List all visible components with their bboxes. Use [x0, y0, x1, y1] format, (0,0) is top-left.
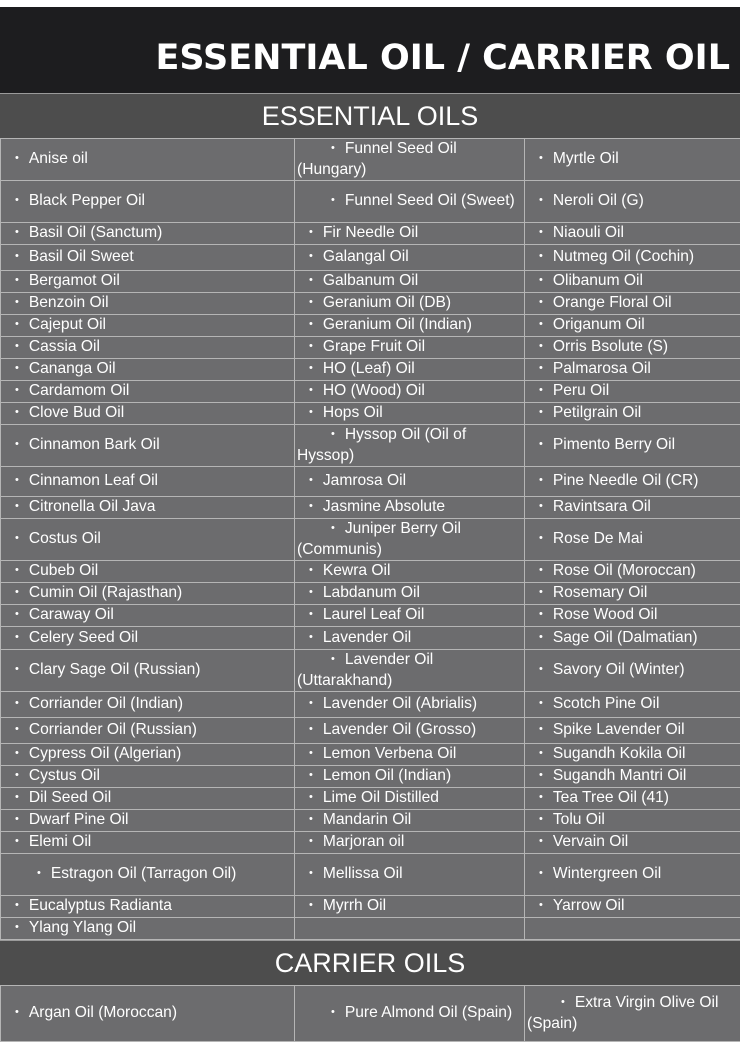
- oil-name: • Lavender Oil: [297, 629, 411, 646]
- oil-cell: [295, 403, 525, 425]
- oil-name: • Lavender Oil (Grosso): [297, 721, 476, 738]
- oil-cell: [295, 271, 525, 293]
- oil-cell: [1, 810, 295, 832]
- oil-cell: [525, 650, 740, 692]
- oil-name: • Nutmeg Oil (Cochin): [527, 248, 694, 265]
- oil-cell: [525, 245, 740, 271]
- oil-cell: [525, 832, 740, 854]
- oil-cell: [295, 918, 525, 940]
- oil-cell: [295, 718, 525, 744]
- oil-cell: [295, 139, 525, 181]
- oil-name: • Mellissa Oil: [297, 865, 403, 882]
- oil-cell: [295, 810, 525, 832]
- table-row: [1, 918, 740, 940]
- oil-cell: [295, 605, 525, 627]
- table-row: [1, 583, 740, 605]
- oil-cell: [1, 744, 295, 766]
- oil-name: • Caraway Oil: [3, 606, 114, 623]
- oil-cell: [525, 337, 740, 359]
- oil-cell: [295, 223, 525, 245]
- oil-cell: [525, 605, 740, 627]
- oil-cell: [1, 467, 295, 497]
- oil-cell: [295, 854, 525, 896]
- oil-name: • Rose Oil (Moroccan): [527, 562, 696, 579]
- oil-cell: [295, 381, 525, 403]
- table-row: [1, 561, 740, 583]
- oil-name: • Wintergreen Oil: [527, 865, 661, 882]
- carrier-oils-table: [0, 985, 740, 1042]
- oil-cell: [295, 561, 525, 583]
- oil-name: • Cassia Oil: [3, 338, 100, 355]
- oil-cell: [525, 381, 740, 403]
- oil-cell: [1, 561, 295, 583]
- oil-name: • Rose De Mai: [527, 530, 643, 547]
- oil-name: • Estragon Oil (Tarragon Oil): [3, 865, 236, 882]
- oil-name: • Labdanum Oil: [297, 584, 420, 601]
- oil-cell: [525, 583, 740, 605]
- oil-cell: [525, 403, 740, 425]
- oil-name: • Dwarf Pine Oil: [3, 811, 129, 828]
- oil-cell: [295, 337, 525, 359]
- oil-cell: [1, 896, 295, 918]
- oil-name: • Funnel Seed Oil (Hungary): [297, 140, 457, 178]
- oil-name: • Grape Fruit Oil: [297, 338, 425, 355]
- table-row: [1, 986, 740, 1042]
- oil-cell: [525, 788, 740, 810]
- oil-name: • Fir Needle Oil: [297, 224, 418, 241]
- oil-cell: [295, 832, 525, 854]
- oil-name: • Lavender Oil (Uttarakhand): [297, 651, 433, 689]
- oil-cell: [525, 467, 740, 497]
- table-row: [1, 650, 740, 692]
- oil-cell: [525, 293, 740, 315]
- oil-cell: [1, 315, 295, 337]
- oil-cell: [525, 854, 740, 896]
- oil-cell: [525, 896, 740, 918]
- oil-cell: [1, 788, 295, 810]
- oil-cell: [295, 896, 525, 918]
- table-row: [1, 359, 740, 381]
- oil-cell: [525, 766, 740, 788]
- table-row: [1, 832, 740, 854]
- page-title: ESSENTIAL OIL / CARRIER OIL: [156, 37, 730, 79]
- oil-cell: [525, 497, 740, 519]
- oil-name: • Palmarosa Oil: [527, 360, 651, 377]
- oil-name: • Celery Seed Oil: [3, 629, 138, 646]
- oil-cell: [525, 519, 740, 561]
- oil-cell: [1, 718, 295, 744]
- oil-name: • Origanum Oil: [527, 316, 645, 333]
- table-row: [1, 139, 740, 181]
- oil-name: • Pure Almond Oil (Spain): [297, 1004, 512, 1021]
- oil-name: • Vervain Oil: [527, 833, 628, 850]
- oil-cell: [525, 744, 740, 766]
- oil-cell: [525, 918, 740, 940]
- oil-name: • Marjoran oil: [297, 833, 404, 850]
- oil-name: • Basil Oil Sweet: [3, 248, 134, 265]
- oil-name: • Anise oil: [3, 150, 88, 167]
- oil-cell: [1, 918, 295, 940]
- oil-cell: [295, 245, 525, 271]
- table-row: [1, 467, 740, 497]
- oil-name: • Ravintsara Oil: [527, 498, 651, 515]
- oil-name: • Tolu Oil: [527, 811, 605, 828]
- oil-name: • Clove Bud Oil: [3, 404, 124, 421]
- oil-cell: [1, 519, 295, 561]
- oil-name: • Olibanum Oil: [527, 272, 643, 289]
- oil-name: • Scotch Pine Oil: [527, 695, 659, 712]
- oil-cell: [1, 766, 295, 788]
- oil-name: • Cinnamon Bark Oil: [3, 436, 160, 453]
- oil-cell: [525, 986, 740, 1042]
- oil-cell: [295, 766, 525, 788]
- oil-cell: [1, 854, 295, 896]
- table-row: [1, 896, 740, 918]
- oil-cell: [525, 139, 740, 181]
- oil-name: • Savory Oil (Winter): [527, 661, 685, 678]
- oil-name: • Tea Tree Oil (41): [527, 789, 669, 806]
- oil-cell: [1, 293, 295, 315]
- oil-name: • Pimento Berry Oil: [527, 436, 675, 453]
- oil-name: • Rose Wood Oil: [527, 606, 657, 623]
- oil-cell: [295, 181, 525, 223]
- oil-name: • Cinnamon Leaf Oil: [3, 472, 158, 489]
- oil-name: • Neroli Oil (G): [527, 192, 644, 209]
- oil-name: • Myrrh Oil: [297, 897, 386, 914]
- oil-cell: [1, 271, 295, 293]
- oil-cell: [1, 425, 295, 467]
- oil-name: • Corriander Oil (Russian): [3, 721, 197, 738]
- oil-name: • Corriander Oil (Indian): [3, 695, 183, 712]
- oil-name: • Orange Floral Oil: [527, 294, 672, 311]
- oil-cell: [525, 181, 740, 223]
- oil-name: • Funnel Seed Oil (Sweet): [297, 192, 515, 209]
- oil-cell: [1, 605, 295, 627]
- table-row: [1, 810, 740, 832]
- oil-cell: [525, 561, 740, 583]
- table-row: [1, 181, 740, 223]
- oil-name: • Sugandh Kokila Oil: [527, 745, 686, 762]
- oil-name: • Lemon Oil (Indian): [297, 767, 451, 784]
- oil-name: • Ylang Ylang Oil: [3, 919, 136, 936]
- table-row: [1, 337, 740, 359]
- oil-cell: [295, 315, 525, 337]
- oil-name: • Myrtle Oil: [527, 150, 619, 167]
- oil-name: • HO (Leaf) Oil: [297, 360, 415, 377]
- table-row: [1, 497, 740, 519]
- table-row: [1, 627, 740, 650]
- carrier-oils-header: CARRIER OILS: [0, 940, 740, 985]
- oil-name: • Eucalyptus Radianta: [3, 897, 172, 914]
- oil-name: • Bergamot Oil: [3, 272, 120, 289]
- table-row: [1, 605, 740, 627]
- oil-cell: [525, 315, 740, 337]
- oil-name: • Jamrosa Oil: [297, 472, 406, 489]
- table-row: [1, 315, 740, 337]
- oil-name: • Mandarin Oil: [297, 811, 411, 828]
- oil-name: • Cajeput Oil: [3, 316, 106, 333]
- oil-name: • Pine Needle Oil (CR): [527, 472, 698, 489]
- oil-name: • Cystus Oil: [3, 767, 100, 784]
- oil-name: • Argan Oil (Moroccan): [3, 1004, 177, 1021]
- table-row: [1, 744, 740, 766]
- oil-cell: [525, 359, 740, 381]
- oil-cell: [295, 359, 525, 381]
- oil-cell: [1, 403, 295, 425]
- oil-name: • Cypress Oil (Algerian): [3, 745, 181, 762]
- table-row: [1, 766, 740, 788]
- oil-name: • Extra Virgin Olive Oil (Spain): [527, 994, 718, 1032]
- oil-name: • Costus Oil: [3, 530, 101, 547]
- oil-name: • Black Pepper Oil: [3, 192, 145, 209]
- oil-name: • Orris Bsolute (S): [527, 338, 668, 355]
- oil-cell: [1, 583, 295, 605]
- oil-cell: [295, 692, 525, 718]
- oil-name: • Cubeb Oil: [3, 562, 98, 579]
- oil-name: • Yarrow Oil: [527, 897, 625, 914]
- oil-cell: [525, 810, 740, 832]
- table-row: [1, 718, 740, 744]
- oil-name: • Lavender Oil (Abrialis): [297, 695, 477, 712]
- oil-cell: [1, 223, 295, 245]
- oil-name: • Sage Oil (Dalmatian): [527, 629, 698, 646]
- oil-name: • Sugandh Mantri Oil: [527, 767, 686, 784]
- oil-cell: [525, 425, 740, 467]
- oil-name: • Lemon Verbena Oil: [297, 745, 456, 762]
- oil-name: • Jasmine Absolute: [297, 498, 445, 515]
- oil-name: • HO (Wood) Oil: [297, 382, 425, 399]
- oil-cell: [1, 359, 295, 381]
- oil-name: • Cumin Oil (Rajasthan): [3, 584, 182, 601]
- oil-cell: [1, 381, 295, 403]
- oil-name: • Elemi Oil: [3, 833, 91, 850]
- oil-cell: [1, 497, 295, 519]
- table-row: [1, 788, 740, 810]
- table-row: [1, 293, 740, 315]
- oil-cell: [1, 337, 295, 359]
- oil-cell: [1, 692, 295, 718]
- oil-name: • Lime Oil Distilled: [297, 789, 439, 806]
- oil-name: • Juniper Berry Oil (Communis): [297, 520, 461, 558]
- oil-cell: [295, 627, 525, 650]
- oil-name: • Geranium Oil (DB): [297, 294, 451, 311]
- oil-cell: [525, 271, 740, 293]
- oil-cell: [295, 293, 525, 315]
- oil-cell: [1, 986, 295, 1042]
- oil-cell: [295, 467, 525, 497]
- table-row: [1, 271, 740, 293]
- oil-cell: [1, 627, 295, 650]
- oil-name: • Cardamom Oil: [3, 382, 129, 399]
- table-row: [1, 854, 740, 896]
- essential-oils-header: ESSENTIAL OILS: [0, 93, 740, 138]
- oil-cell: [525, 627, 740, 650]
- oil-name: • Cananga Oil: [3, 360, 116, 377]
- table-row: [1, 425, 740, 467]
- oil-name: • Kewra Oil: [297, 562, 390, 579]
- oil-name: • Galangal Oil: [297, 248, 409, 265]
- oil-name: • Laurel Leaf Oil: [297, 606, 424, 623]
- oil-cell: [525, 223, 740, 245]
- oil-name: • Rosemary Oil: [527, 584, 647, 601]
- oil-cell: [525, 692, 740, 718]
- oil-cell: [295, 788, 525, 810]
- table-row: [1, 519, 740, 561]
- table-row: [1, 403, 740, 425]
- oil-name: • Hyssop Oil (Oil of Hyssop): [297, 426, 466, 464]
- oil-cell: [1, 139, 295, 181]
- oil-name: • Galbanum Oil: [297, 272, 418, 289]
- oil-name: • Geranium Oil (Indian): [297, 316, 472, 333]
- oil-name: • Hops Oil: [297, 404, 383, 421]
- oil-cell: [295, 986, 525, 1042]
- oil-cell: [295, 650, 525, 692]
- essential-oils-table: [0, 138, 740, 940]
- oil-name: • Clary Sage Oil (Russian): [3, 661, 200, 678]
- table-row: [1, 245, 740, 271]
- oil-cell: [1, 245, 295, 271]
- oil-name: • Basil Oil (Sanctum): [3, 224, 162, 241]
- oil-cell: [295, 744, 525, 766]
- oil-cell: [1, 832, 295, 854]
- oil-name: • Dil Seed Oil: [3, 789, 111, 806]
- table-row: [1, 381, 740, 403]
- oil-cell: [525, 718, 740, 744]
- oil-cell: [295, 497, 525, 519]
- table-row: [1, 223, 740, 245]
- title-banner: [0, 7, 740, 93]
- oil-name: • Petilgrain Oil: [527, 404, 641, 421]
- oil-cell: [1, 650, 295, 692]
- oil-name: • Niaouli Oil: [527, 224, 624, 241]
- oil-name: • Spike Lavender Oil: [527, 721, 685, 738]
- oil-name: • Benzoin Oil: [3, 294, 109, 311]
- oil-name: • Citronella Oil Java: [3, 498, 155, 515]
- oil-cell: [295, 583, 525, 605]
- table-row: [1, 692, 740, 718]
- oil-cell: [295, 519, 525, 561]
- oil-name: • Peru Oil: [527, 382, 609, 399]
- oil-cell: [295, 425, 525, 467]
- oil-cell: [1, 181, 295, 223]
